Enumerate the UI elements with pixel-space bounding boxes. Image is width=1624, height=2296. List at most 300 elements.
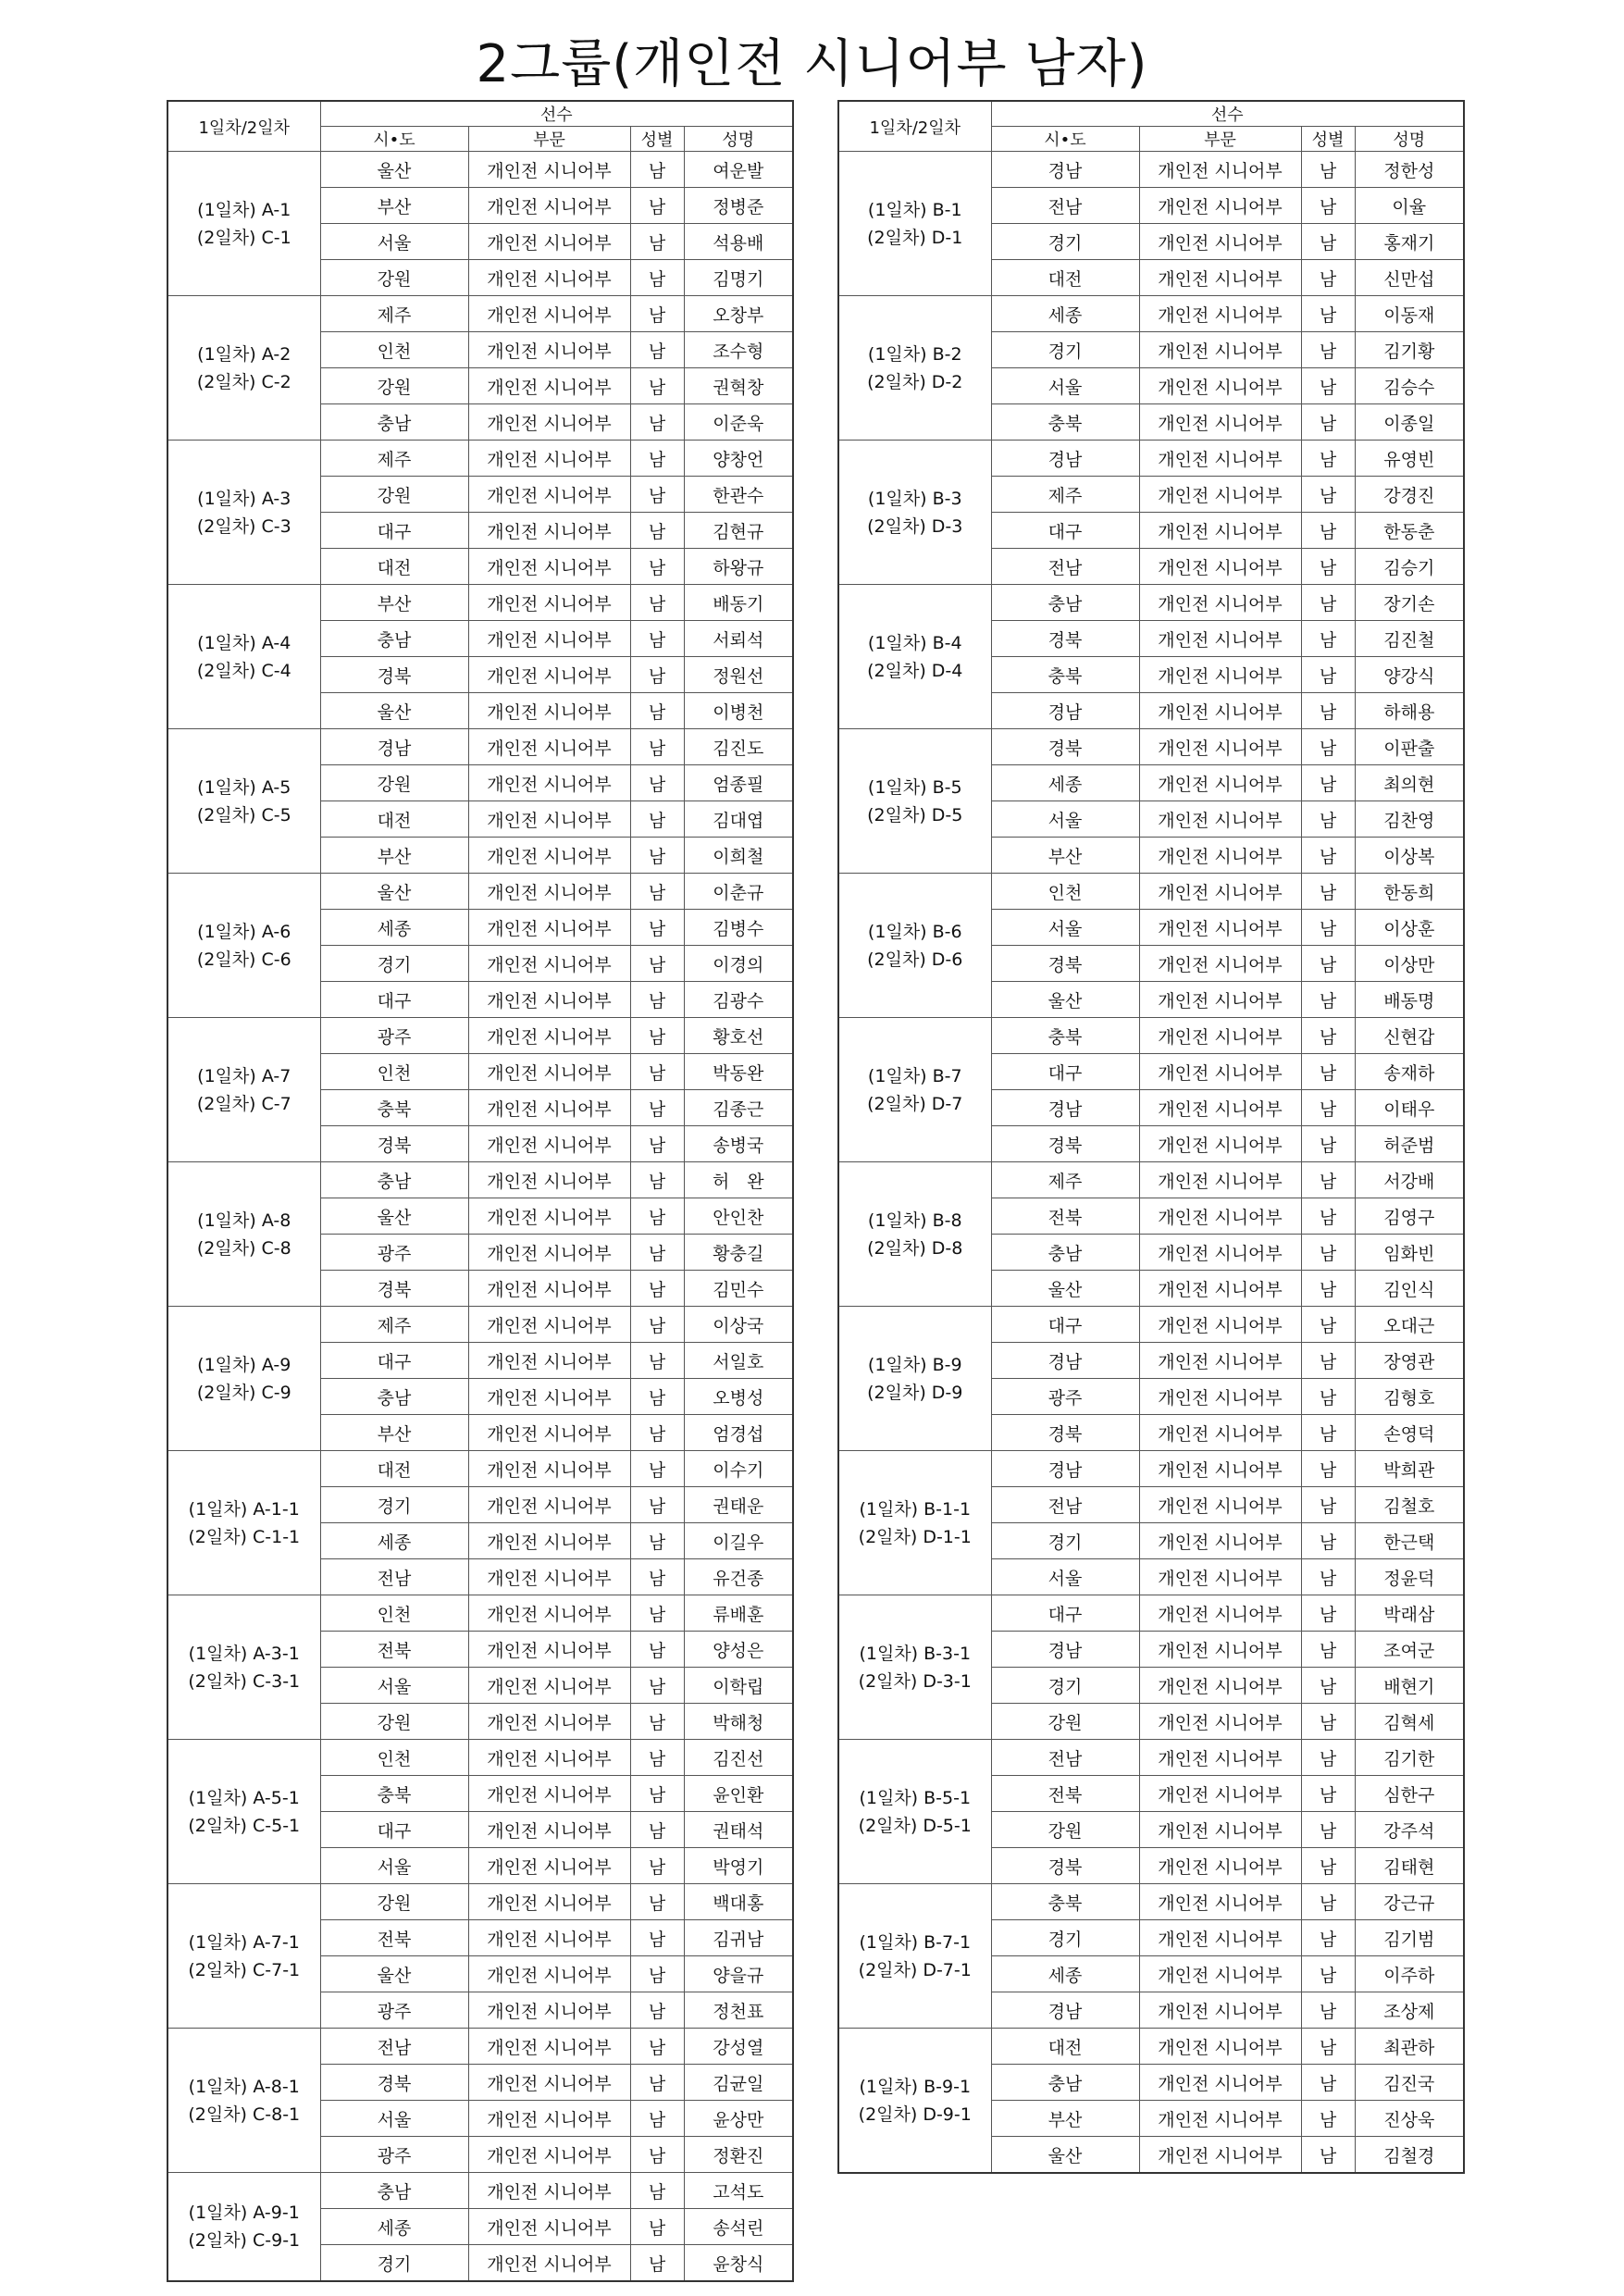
cell-region: 경북 [991,1126,1139,1162]
cell-division: 개인전 시니어부 [468,1487,630,1523]
cell-name: 서뢰석 [684,621,793,657]
cell-name: 이학립 [684,1668,793,1704]
cell-gender: 남 [630,1632,684,1668]
cell-region: 대구 [320,1812,468,1848]
cell-division: 개인전 시니어부 [468,549,630,585]
group-label-line: (2일차) C-4 [196,660,291,681]
cell-region: 충남 [320,1162,468,1198]
header-gender: 성별 [630,127,684,152]
header-day: 1일차/2일차 [838,101,991,152]
table-row [838,1740,1464,1776]
cell-name: 한관수 [684,477,793,513]
cell-division: 개인전 시니어부 [468,1740,630,1776]
cell-gender: 남 [1301,260,1355,296]
cell-gender: 남 [1301,1235,1355,1271]
group-label [838,1162,991,1307]
cell-name: 강근규 [1355,1884,1464,1920]
group-label-line: (1일차) A-1-1 [188,1498,300,1520]
cell-region: 세종 [991,296,1139,332]
cell-region: 인천 [320,1740,468,1776]
cell-division: 개인전 시니어부 [1139,513,1301,549]
group-label-line: (2일차) C-7 [196,1093,291,1114]
cell-division: 개인전 시니어부 [1139,1559,1301,1595]
group-label-line: (2일차) D-3 [867,515,963,537]
cell-gender: 남 [630,2209,684,2245]
cell-name: 장기손 [1355,585,1464,621]
cell-division: 개인전 시니어부 [1139,1920,1301,1956]
cell-name: 김형호 [1355,1379,1464,1415]
cell-gender: 남 [1301,982,1355,1018]
cell-name: 김영구 [1355,1198,1464,1235]
table-row [167,2029,793,2065]
cell-name: 허준범 [1355,1126,1464,1162]
cell-gender: 남 [1301,1920,1355,1956]
cell-region: 경남 [991,1992,1139,2029]
cell-region: 울산 [991,1271,1139,1307]
cell-gender: 남 [630,982,684,1018]
cell-region: 전북 [320,1632,468,1668]
cell-division: 개인전 시니어부 [468,1523,630,1559]
cell-region: 충북 [991,1884,1139,1920]
cell-region: 경남 [991,152,1139,188]
cell-region: 경남 [991,1090,1139,1126]
cell-name: 엄경섭 [684,1415,793,1451]
group-label-line: (1일차) B-9 [867,1354,962,1375]
group-label-line: (1일차) B-5 [867,776,962,798]
cell-name: 송석린 [684,2209,793,2245]
cell-name: 권혁창 [684,368,793,404]
cell-region: 전북 [991,1776,1139,1812]
cell-region: 세종 [991,765,1139,801]
group-label-line: (1일차) B-1 [867,199,962,220]
cell-name: 정윤덕 [1355,1559,1464,1595]
cell-division: 개인전 시니어부 [1139,874,1301,910]
group-label-line: (1일차) B-7-1 [859,1931,972,1953]
cell-region: 부산 [991,2101,1139,2137]
cell-gender: 남 [1301,1343,1355,1379]
cell-gender: 남 [1301,2029,1355,2065]
cell-name: 여운발 [684,152,793,188]
cell-gender: 남 [1301,1992,1355,2029]
group-label-line: (1일차) B-1-1 [859,1498,972,1520]
group-label [167,2029,320,2173]
cell-gender: 남 [1301,1668,1355,1704]
cell-gender: 남 [1301,188,1355,224]
cell-gender: 남 [1301,2065,1355,2101]
group-label-line: (2일차) C-6 [196,949,291,970]
header-region: 시•도 [320,127,468,152]
cell-name: 오창부 [684,296,793,332]
cell-region: 충북 [991,1018,1139,1054]
cell-division: 개인전 시니어부 [1139,1595,1301,1632]
cell-gender: 남 [630,765,684,801]
cell-gender: 남 [1301,729,1355,765]
cell-gender: 남 [630,1198,684,1235]
cell-gender: 남 [630,188,684,224]
cell-division: 개인전 시니어부 [468,441,630,477]
table-row [838,585,1464,621]
cell-name: 양창언 [684,441,793,477]
table-row [838,152,1464,188]
cell-gender: 남 [630,1776,684,1812]
cell-gender: 남 [630,1704,684,1740]
cell-division: 개인전 시니어부 [1139,2101,1301,2137]
cell-gender: 남 [1301,332,1355,368]
cell-name: 이상만 [1355,946,1464,982]
cell-region: 전북 [991,1198,1139,1235]
table-row [167,152,793,188]
cell-name: 정천표 [684,1992,793,2029]
cell-gender: 남 [630,296,684,332]
group-label [167,1884,320,2029]
cell-name: 한동춘 [1355,513,1464,549]
group-label [838,2029,991,2174]
cell-division: 개인전 시니어부 [1139,1054,1301,1090]
cell-division: 개인전 시니어부 [1139,1668,1301,1704]
cell-name: 조수형 [684,332,793,368]
cell-region: 충북 [991,657,1139,693]
cell-gender: 남 [630,801,684,838]
cell-name: 정원선 [684,657,793,693]
cell-name: 한근택 [1355,1523,1464,1559]
cell-gender: 남 [630,1162,684,1198]
cell-name: 강주석 [1355,1812,1464,1848]
cell-division: 개인전 시니어부 [468,2065,630,2101]
cell-division: 개인전 시니어부 [1139,477,1301,513]
cell-name: 이율 [1355,188,1464,224]
cell-region: 울산 [320,1956,468,1992]
cell-region: 울산 [991,982,1139,1018]
table-row [167,1451,793,1487]
cell-gender: 남 [630,2029,684,2065]
cell-name: 장영관 [1355,1343,1464,1379]
table-row [167,1740,793,1776]
cell-region: 대전 [320,801,468,838]
cell-division: 개인전 시니어부 [1139,1451,1301,1487]
cell-gender: 남 [630,838,684,874]
cell-name: 송병국 [684,1126,793,1162]
cell-name: 이준욱 [684,404,793,441]
cell-region: 전북 [320,1920,468,1956]
group-label-line: (2일차) C-9 [196,1382,291,1403]
cell-region: 충남 [320,621,468,657]
group-label-line: (1일차) A-3-1 [188,1643,300,1664]
group-label-line: (1일차) A-6 [197,921,291,942]
cell-division: 개인전 시니어부 [468,946,630,982]
cell-region: 강원 [320,765,468,801]
cell-region: 울산 [320,1198,468,1235]
group-label-line: (2일차) C-8-1 [188,2104,301,2125]
cell-gender: 남 [1301,621,1355,657]
cell-name: 권태운 [684,1487,793,1523]
cell-name: 강경진 [1355,477,1464,513]
cell-region: 경남 [991,1632,1139,1668]
cell-region: 서울 [320,1668,468,1704]
cell-region: 세종 [320,1523,468,1559]
cell-division: 개인전 시니어부 [468,260,630,296]
cell-division: 개인전 시니어부 [468,1668,630,1704]
table-row [167,1018,793,1054]
cell-region: 경북 [320,1126,468,1162]
group-label-line: (2일차) D-8 [867,1237,963,1259]
cell-region: 강원 [320,477,468,513]
cell-gender: 남 [630,1668,684,1704]
cell-gender: 남 [630,1812,684,1848]
cell-name: 김명기 [684,260,793,296]
cell-region: 세종 [320,2209,468,2245]
cell-region: 인천 [991,874,1139,910]
cell-division: 개인전 시니어부 [1139,332,1301,368]
cell-name: 윤상만 [684,2101,793,2137]
cell-gender: 남 [630,2101,684,2137]
cell-name: 오병성 [684,1379,793,1415]
cell-gender: 남 [630,910,684,946]
cell-division: 개인전 시니어부 [1139,1812,1301,1848]
table-row [838,1451,1464,1487]
cell-region: 전남 [320,1559,468,1595]
cell-name: 김진국 [1355,2065,1464,2101]
group-label-line: (2일차) C-5-1 [188,1815,301,1836]
cell-name: 김기범 [1355,1920,1464,1956]
group-label-line: (2일차) D-9 [867,1382,963,1403]
cell-region: 충남 [991,2065,1139,2101]
group-label [167,1162,320,1307]
cell-division: 개인전 시니어부 [468,729,630,765]
group-label [167,1740,320,1884]
group-label-line: (2일차) D-1-1 [858,1526,972,1547]
cell-name: 서일호 [684,1343,793,1379]
cell-region: 인천 [320,1054,468,1090]
cell-region: 광주 [320,1992,468,2029]
group-label-line: (1일차) A-5 [197,776,291,798]
cell-division: 개인전 시니어부 [468,1090,630,1126]
group-label [838,152,991,296]
group-label [838,1740,991,1884]
cell-region: 서울 [320,224,468,260]
cell-name: 김진도 [684,729,793,765]
left-group-table [167,100,794,2282]
group-label [167,1451,320,1595]
group-label-line: (2일차) C-7-1 [188,1959,301,1980]
cell-region: 대구 [320,982,468,1018]
cell-gender: 남 [630,224,684,260]
cell-region: 강원 [991,1704,1139,1740]
cell-gender: 남 [1301,1776,1355,1812]
cell-region: 충남 [320,2173,468,2209]
group-label [167,585,320,729]
cell-region: 서울 [991,910,1139,946]
group-label-line: (1일차) B-3 [867,488,962,509]
cell-name: 이상국 [684,1307,793,1343]
cell-region: 전남 [991,1487,1139,1523]
cell-gender: 남 [630,152,684,188]
cell-division: 개인전 시니어부 [468,982,630,1018]
cell-gender: 남 [1301,2101,1355,2137]
group-label-line: (1일차) A-3 [197,488,291,509]
group-label-line: (1일차) A-8-1 [188,2076,300,2097]
group-label-line: (2일차) C-9-1 [188,2230,301,2251]
cell-division: 개인전 시니어부 [1139,1523,1301,1559]
cell-region: 부산 [991,838,1139,874]
cell-division: 개인전 시니어부 [468,2209,630,2245]
cell-gender: 남 [1301,1162,1355,1198]
cell-division: 개인전 시니어부 [1139,838,1301,874]
cell-gender: 남 [1301,1090,1355,1126]
cell-name: 진상욱 [1355,2101,1464,2137]
group-label-line: (2일차) C-1-1 [188,1526,301,1547]
cell-name: 서강배 [1355,1162,1464,1198]
cell-division: 개인전 시니어부 [1139,296,1301,332]
cell-division: 개인전 시니어부 [468,910,630,946]
cell-gender: 남 [630,2065,684,2101]
cell-gender: 남 [1301,765,1355,801]
table-row [167,296,793,332]
cell-gender: 남 [630,549,684,585]
cell-region: 세종 [320,910,468,946]
group-label [167,874,320,1018]
group-label-line: (2일차) C-5 [196,804,291,825]
cell-name: 김현규 [684,513,793,549]
cell-gender: 남 [1301,693,1355,729]
group-label [167,1307,320,1451]
cell-name: 이경의 [684,946,793,982]
cell-division: 개인전 시니어부 [468,2137,630,2173]
cell-name: 신현갑 [1355,1018,1464,1054]
cell-region: 전남 [991,188,1139,224]
cell-gender: 남 [630,657,684,693]
cell-name: 김병수 [684,910,793,946]
cell-region: 대구 [320,1343,468,1379]
cell-region: 광주 [991,1379,1139,1415]
cell-division: 개인전 시니어부 [468,1632,630,1668]
cell-division: 개인전 시니어부 [1139,1992,1301,2029]
cell-division: 개인전 시니어부 [1139,1740,1301,1776]
group-label [838,441,991,585]
cell-division: 개인전 시니어부 [468,621,630,657]
group-label [167,729,320,874]
cell-name: 이주하 [1355,1956,1464,1992]
cell-name: 하왕규 [684,549,793,585]
cell-region: 강원 [320,368,468,404]
cell-name: 윤인환 [684,1776,793,1812]
cell-name: 황호선 [684,1018,793,1054]
group-label-line: (2일차) D-5 [867,804,963,825]
group-label-line: (2일차) D-5-1 [858,1815,972,1836]
cell-name: 김종근 [684,1090,793,1126]
cell-region: 울산 [320,152,468,188]
cell-division: 개인전 시니어부 [1139,1848,1301,1884]
cell-division: 개인전 시니어부 [468,1956,630,1992]
cell-name: 이상복 [1355,838,1464,874]
cell-gender: 남 [1301,946,1355,982]
group-label [167,1018,320,1162]
cell-gender: 남 [630,1523,684,1559]
cell-name: 박영기 [684,1848,793,1884]
cell-name: 정한성 [1355,152,1464,188]
group-label-line: (2일차) D-3-1 [858,1670,972,1692]
group-label-line: (2일차) D-6 [867,949,963,970]
cell-name: 윤창식 [684,2245,793,2282]
cell-name: 김혁세 [1355,1704,1464,1740]
cell-name: 조여군 [1355,1632,1464,1668]
cell-region: 경북 [320,657,468,693]
cell-region: 경기 [320,2245,468,2282]
cell-region: 인천 [320,332,468,368]
cell-name: 양강식 [1355,657,1464,693]
cell-name: 오대근 [1355,1307,1464,1343]
cell-gender: 남 [1301,1884,1355,1920]
cell-name: 허 완 [684,1162,793,1198]
cell-region: 대구 [991,1307,1139,1343]
cell-gender: 남 [1301,1415,1355,1451]
group-label-line: (1일차) B-2 [867,343,962,365]
cell-gender: 남 [1301,441,1355,477]
cell-gender: 남 [1301,1054,1355,1090]
cell-division: 개인전 시니어부 [468,1415,630,1451]
cell-division: 개인전 시니어부 [468,838,630,874]
table-row [838,441,1464,477]
cell-division: 개인전 시니어부 [1139,1379,1301,1415]
cell-gender: 남 [630,585,684,621]
cell-region: 광주 [320,2137,468,2173]
cell-gender: 남 [630,2173,684,2209]
cell-gender: 남 [1301,910,1355,946]
cell-name: 이희철 [684,838,793,874]
group-label [838,296,991,441]
table-row [838,1595,1464,1632]
cell-name: 권태석 [684,1812,793,1848]
group-label-line: (1일차) B-3-1 [859,1643,972,1664]
table-row [838,296,1464,332]
group-label-line: (1일차) A-7-1 [188,1931,300,1953]
group-label-line: (1일차) A-5-1 [188,1787,300,1808]
cell-region: 경북 [991,1415,1139,1451]
cell-division: 개인전 시니어부 [1139,1884,1301,1920]
cell-name: 배동명 [1355,982,1464,1018]
group-label-line: (1일차) B-8 [867,1210,962,1231]
cell-region: 경북 [991,1848,1139,1884]
header-day: 1일차/2일차 [167,101,320,152]
group-label [167,441,320,585]
cell-gender: 남 [1301,1018,1355,1054]
cell-name: 정병준 [684,188,793,224]
cell-name: 이동재 [1355,296,1464,332]
cell-gender: 남 [630,1054,684,1090]
group-label-line: (2일차) C-2 [196,371,291,392]
group-label [838,1018,991,1162]
table-row [838,2029,1464,2065]
cell-region: 제주 [991,1162,1139,1198]
cell-division: 개인전 시니어부 [468,1992,630,2029]
cell-gender: 남 [630,1992,684,2029]
cell-name: 고석도 [684,2173,793,2209]
cell-division: 개인전 시니어부 [1139,946,1301,982]
cell-gender: 남 [630,1956,684,1992]
group-label [167,1595,320,1740]
group-label-line: (1일차) A-9-1 [188,2203,300,2223]
group-label-line: (1일차) A-2 [197,343,291,365]
cell-gender: 남 [630,1126,684,1162]
cell-name: 석용배 [684,224,793,260]
cell-gender: 남 [1301,1523,1355,1559]
right-group-table [837,100,1465,2174]
table-row [167,1595,793,1632]
cell-division: 개인전 시니어부 [1139,1415,1301,1451]
cell-name: 김철호 [1355,1487,1464,1523]
cell-name: 배동기 [684,585,793,621]
cell-division: 개인전 시니어부 [1139,801,1301,838]
cell-name: 이종일 [1355,404,1464,441]
